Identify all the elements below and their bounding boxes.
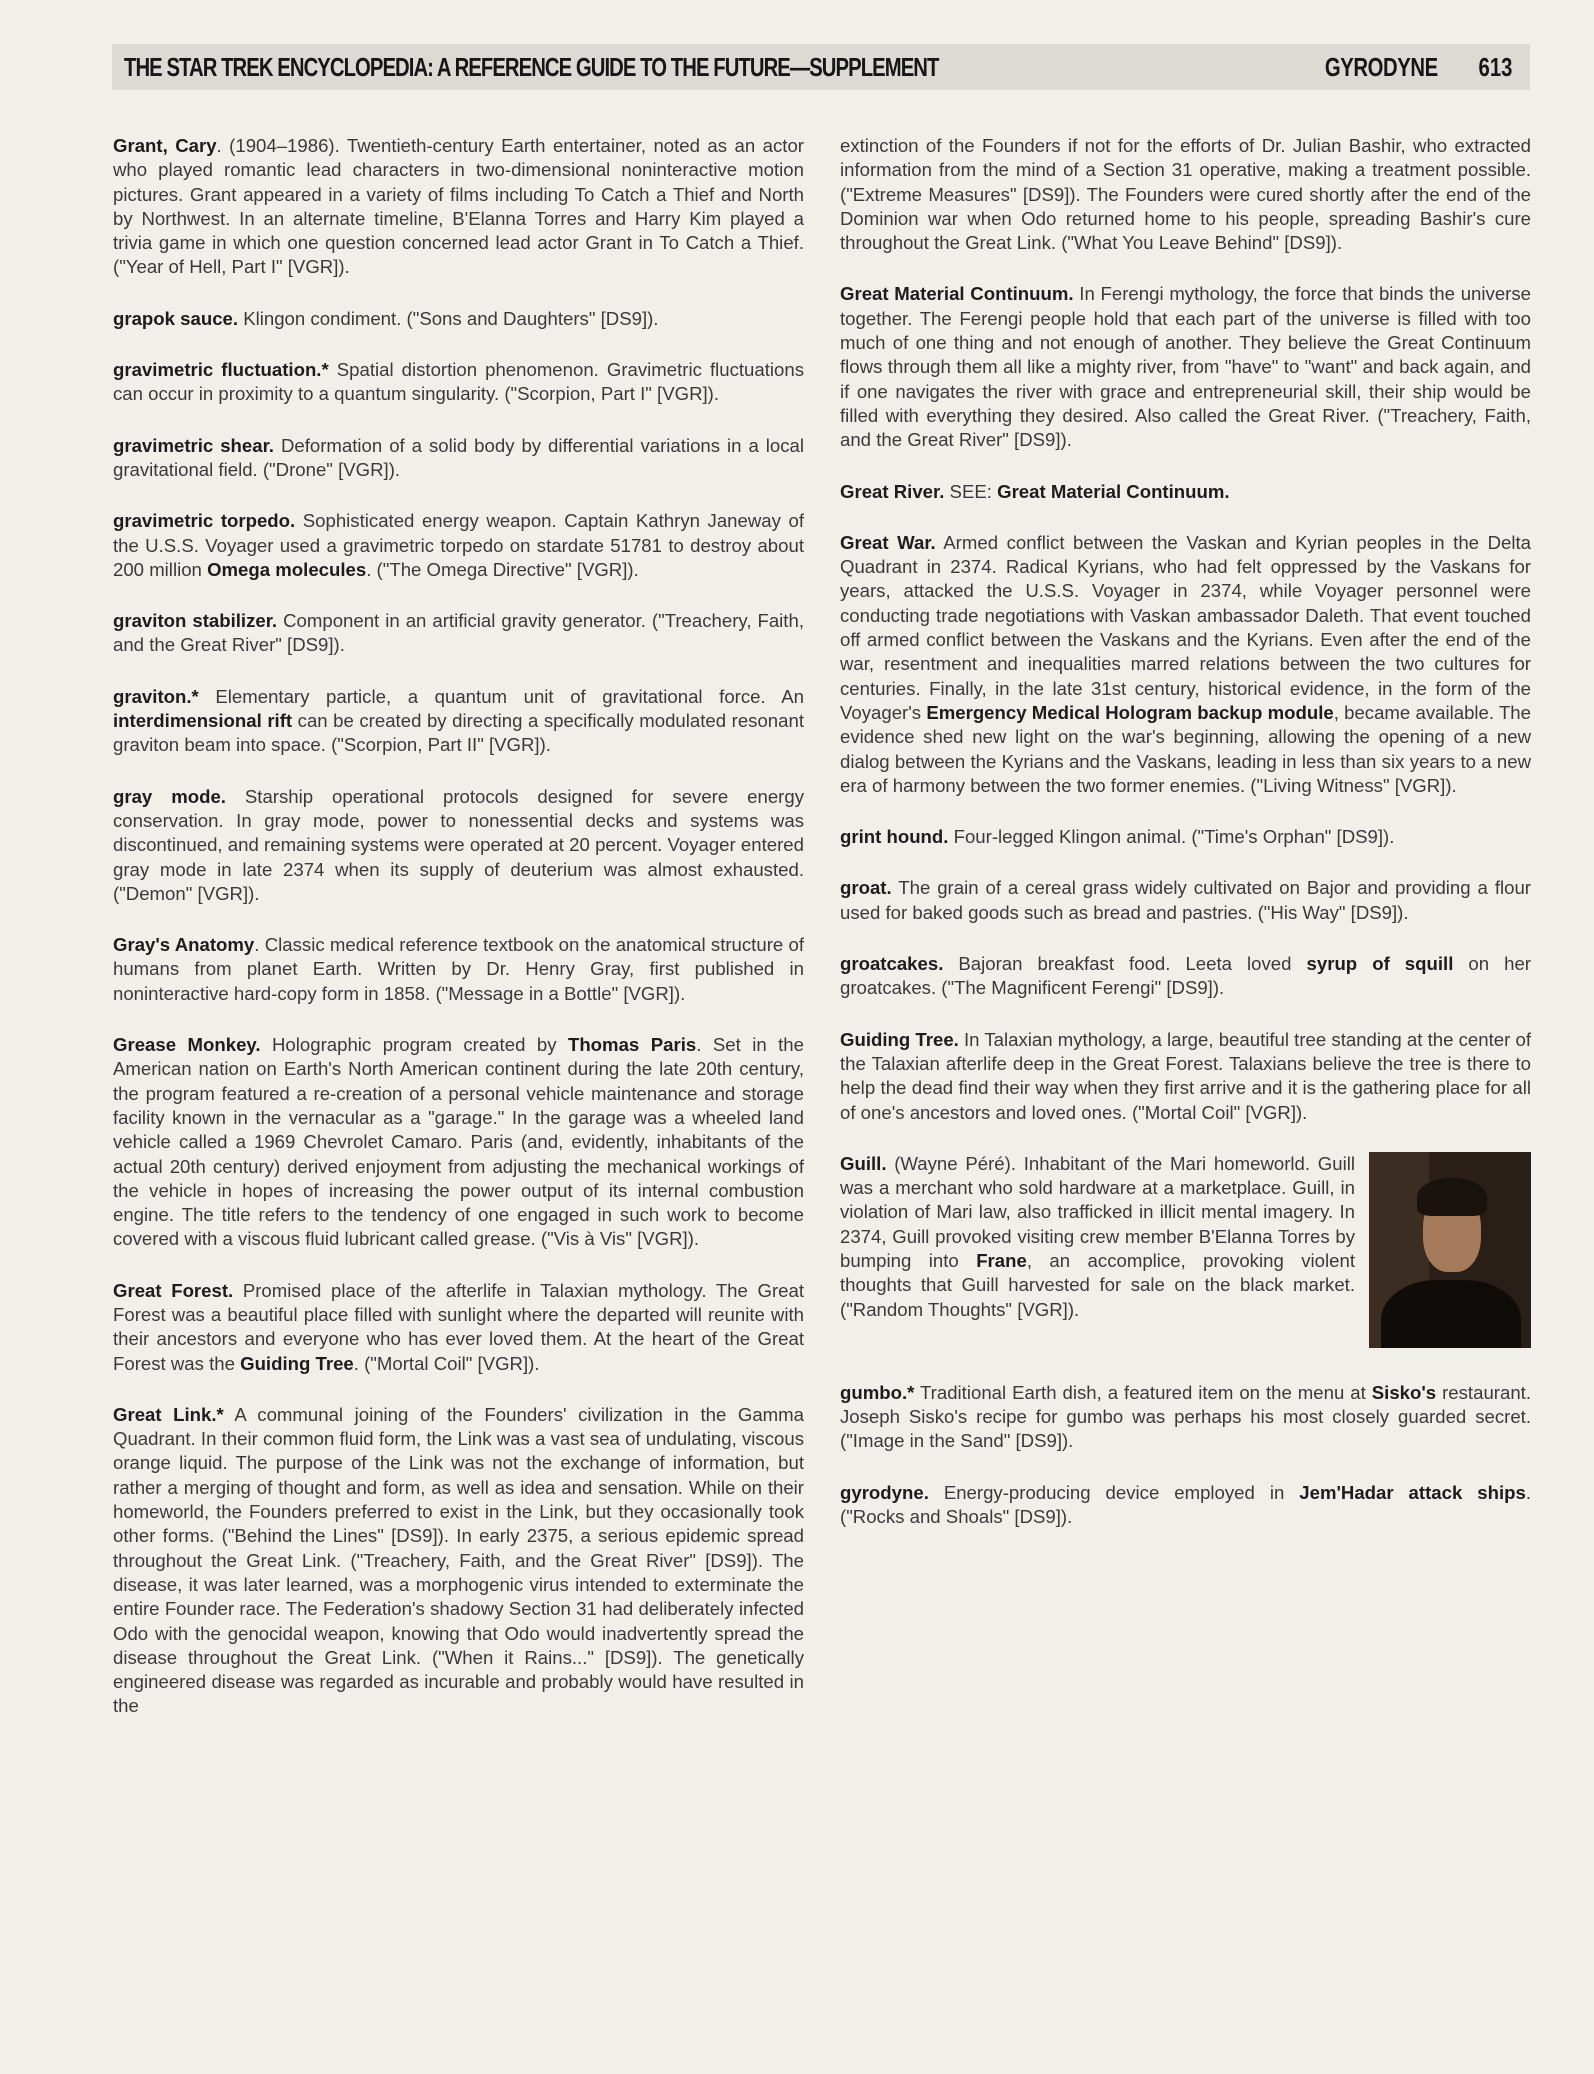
running-title: THE STAR TREK ENCYCLOPEDIA: A REFERENCE GUIDE TO THE FUTURE—SUPPLEMENT bbox=[124, 52, 939, 82]
entry-grease-monkey: Grease Monkey. Holographic program created by Thomas Paris. Set in the American nation on Earth's North American continent during the late 20th century, the program featured a re-creation of a personal vehicle maintenance and storage facility known in the vernacular as a "garage." In the garage was a wheeled land vehicle called a 1969 Chevrolet Camaro. Paris (and, evidently, inhabitants of the actual 20th century) derived enjoyment from adjusting the mechanical workings of the vehicle in hopes of increasing the power output of its internal combustion engine. The title refers to the tendency of one engaged in such work to become covered with a viscous fluid lubricant called grease. ("Vis à Vis" [VGR]). bbox=[113, 1034, 804, 1250]
entry-guill: Guill. (Wayne Péré). Inhabitant of the Mari homeworld. Guill was a merchant who sold hardware at a marketplace. Guill, in violation of Mari law, also trafficked in illicit mental imagery. In 2374, Guill provoked visiting crew member B'Elanna Torres by bumping into Frane, an accomplice, provoking violent thoughts that Guill harvested for sale on the black market. ("Random Thoughts" [VGR]). bbox=[840, 1152, 1531, 1354]
xref-link: Omega molecules bbox=[207, 558, 367, 580]
entry-groatcakes: groatcakes. Bajoran breakfast food. Leeta loved syrup of squill on her groatcakes. ("The Magnificent Ferengi" [DS9]). bbox=[840, 953, 1532, 999]
entry-grays-anatomy: Gray's Anatomy. Classic medical reference textbook on the anatomical structure of humans from planet Earth. Written by Dr. Henry Gray, first published in noninteractive hard-copy form in 1858. ("Message in a Bottle" [VGR]). bbox=[113, 934, 805, 1004]
xref-link: syrup of squill bbox=[1306, 953, 1454, 975]
entry-great-forest: Great Forest. Promised place of the afterlife in Talaxian mythology. The Great Forest was a beautiful place filled with sunlight where the departed will reunite with their ancestors and everyone who has ever loved them. At the heart of the Great Forest was the Guiding Tree. ("Mortal Coil" [VGR]). bbox=[113, 1279, 804, 1374]
entry-great-material-continuum: Great Material Continuum. In Ferengi mythology, the force that binds the universe together. The Ferengi people hold that each part of the universe is filled with too much of one thing and not enough of another. They believe the Great Continuum flows through them all like a mighty river, from "have" to "want" and back again, and if one navigates the river with grace and entrepreneurial skill, their ship would be filled with everything they desired. Also called the Great River. ("Treachery, Faith, and the Great River" [DS9]). bbox=[840, 283, 1531, 451]
entry-graviton: graviton.* Elementary particle, a quantum unit of gravitational force. An interdimensional rift can be created by directing a specifically modulated resonant graviton beam into space. ("Scorpion, Part II" [VGR]). bbox=[113, 685, 804, 756]
guill-portrait-photo bbox=[1369, 1152, 1531, 1348]
xref-link: Thomas Paris bbox=[567, 1034, 697, 1056]
entry-guiding-tree: Guiding Tree. In Talaxian mythology, a large, beautiful tree standing at the center of the Talaxian afterlife deep in the Great Forest. Talaxians believe the tree is there to help the dead find their way when they first arrive and it is the gathering place for all of one's ancestors and loved ones. ("Mortal Coil" [VGR]). bbox=[840, 1028, 1531, 1123]
xref-link: Jem'Hadar attack ships bbox=[1299, 1481, 1526, 1503]
entry-gyrodyne: gyrodyne. Energy-producing device employed in Jem'Hadar attack ships. ("Rocks and Shoals" [DS9]). bbox=[840, 1481, 1532, 1527]
photo-figure-body bbox=[1381, 1280, 1521, 1348]
xref-link: Sisko's bbox=[1371, 1381, 1437, 1403]
entry-groat: groat. The grain of a cereal grass widely cultivated on Bajor and providing a flour used for baked goods such as bread and pastries. ("His Way" [DS9]). bbox=[840, 877, 1531, 923]
entry-grapok-sauce: grapok sauce. Klingon condiment. ("Sons and Daughters" [DS9]). bbox=[113, 307, 659, 329]
right-column bbox=[840, 134, 1531, 1556]
entry-great-river: Great River. SEE: Great Material Continuum. bbox=[840, 480, 1230, 502]
photo-figure-hair bbox=[1417, 1178, 1487, 1216]
running-header bbox=[112, 44, 1530, 90]
guide-word: GYRODYNE bbox=[1325, 52, 1438, 82]
entry-grint-hound: grint hound. Four-legged Klingon animal. ("Time's Orphan" [DS9]). bbox=[840, 826, 1395, 848]
entry-graviton-stabilizer: graviton stabilizer. Component in an artificial gravity generator. ("Treachery, Faith, and the Great River" [DS9]). bbox=[113, 610, 804, 656]
entry-gravimetric-fluctuation: gravimetric fluctuation.* Spatial distortion phenomenon. Gravimetric fluctuations can occur in proximity to a quantum singularity. ("Scorpion, Part I" [VGR]). bbox=[113, 359, 805, 405]
entry-great-link-continued: extinction of the Founders if not for the efforts of Dr. Julian Bashir, who extracted information from the mind of a Section 31 operative, making a treatment possible. ("Extreme Measures" [DS9]). The Founders were cured shortly after the end of the Dominion war when Odo returned home to his people, spreading Bashir's cure throughout the Great Link. ("What You Leave Behind" [DS9]). bbox=[840, 135, 1531, 254]
entry-gravimetric-shear: gravimetric shear. Deformation of a solid body by differential variations in a local gravitational field. ("Drone" [VGR]). bbox=[113, 434, 804, 480]
xref-link: Guiding Tree bbox=[240, 1352, 354, 1374]
xref-link: Frane bbox=[976, 1249, 1027, 1271]
entry-gravimetric-torpedo: gravimetric torpedo. Sophisticated energy weapon. Captain Kathryn Janeway of the U.S.S. Voyager used a gravimetric torpedo on stardate 51781 to destroy about 200 million Omega molecules. ("The Omega Directive" [VGR]). bbox=[113, 510, 804, 580]
entry-gray-mode: gray mode. Starship operational protocols designed for severe energy conservation. In gray mode, power to nonessential decks and systems was discontinued, and remaining systems were operated at 20 percent. Voyager entered gray mode in late 2374 when its supply of deuterium was almost exhausted. ("Demon" [VGR]). bbox=[113, 785, 804, 904]
xref-link: Great Material Continuum. bbox=[997, 480, 1230, 502]
xref-link: interdimensional rift bbox=[113, 710, 293, 732]
entry-great-war: Great War. Armed conflict between the Vaskan and Kyrian peoples in the Delta Quadrant in 2374. Radical Kyrians, who had felt oppressed by the Vaskans for years, attacked the U.S.S. Voyager in 2374, while Voyager personnel were conducting trade negotiations with Vaskan ambassador Daleth. That event touched off armed conflict between the Vaskans and the Kyrians. Even after the end of the war, resentment and inequalities marred relations between the two cultures for centuries. Finally, in the late 31st century, historical evidence, in the form of the Voyager's Emergency Medical Hologram backup module, became available. The evidence shed new light on the war's beginning, allowing the opening of a new dialog between the Kyrians and the Vaskans, leading in less than six years to a new era of harmony between the two former enemies. ("Living Witness" [VGR]). bbox=[840, 531, 1531, 796]
page-number: 613 bbox=[1478, 52, 1512, 82]
xref-link: Emergency Medical Hologram backup module bbox=[926, 701, 1334, 723]
left-column bbox=[113, 134, 804, 1746]
entry-great-link: Great Link.* A communal joining of the Founders' civilization in the Gamma Quadrant. In their common fluid form, the Link was a vast sea of undulating, viscous orange liquid. The purpose of the Link was not the exchange of information, but rather a merging of thought and form, as well as idea and sensation. While on their homeworld, the Founders preferred to exist in the Link, but they occasionally took other forms. ("Behind the Lines" [DS9]). In early 2375, a serious epidemic spread throughout the Great Link. ("Treachery, Faith, and the Great River" [DS9]). The disease, it was later learned, was a morphogenic virus intended to exterminate the entire Founder race. The Federation's shadowy Section 31 had deliberately infected Odo with the genocidal weapon, knowing that Odo would inadvertently spread the disease throughout the Great Link. ("When it Rains..." [DS9]). The genetically engineered disease was regarded as incurable and probably would have resulted in the bbox=[113, 1403, 804, 1717]
entry-gumbo: gumbo.* Traditional Earth dish, a featured item on the menu at Sisko's restaurant. Joseph Sisko's recipe for gumbo was perhaps his most closely guarded secret. ("Image in the Sand" [DS9]). bbox=[840, 1381, 1531, 1452]
entry-grant-cary: Grant, Cary. (1904–1986). Twentieth-century Earth entertainer, noted as an actor who played romantic lead characters in two-dimensional noninteractive motion pictures. Grant appeared in a variety of films including To Catch a Thief and North by Northwest. In an alternate timeline, B'Elanna Torres and Harry Kim played a trivia game in which one question concerned lead actor Grant in To Catch a Thief. ("Year of Hell, Part I" [VGR]). bbox=[113, 135, 804, 278]
